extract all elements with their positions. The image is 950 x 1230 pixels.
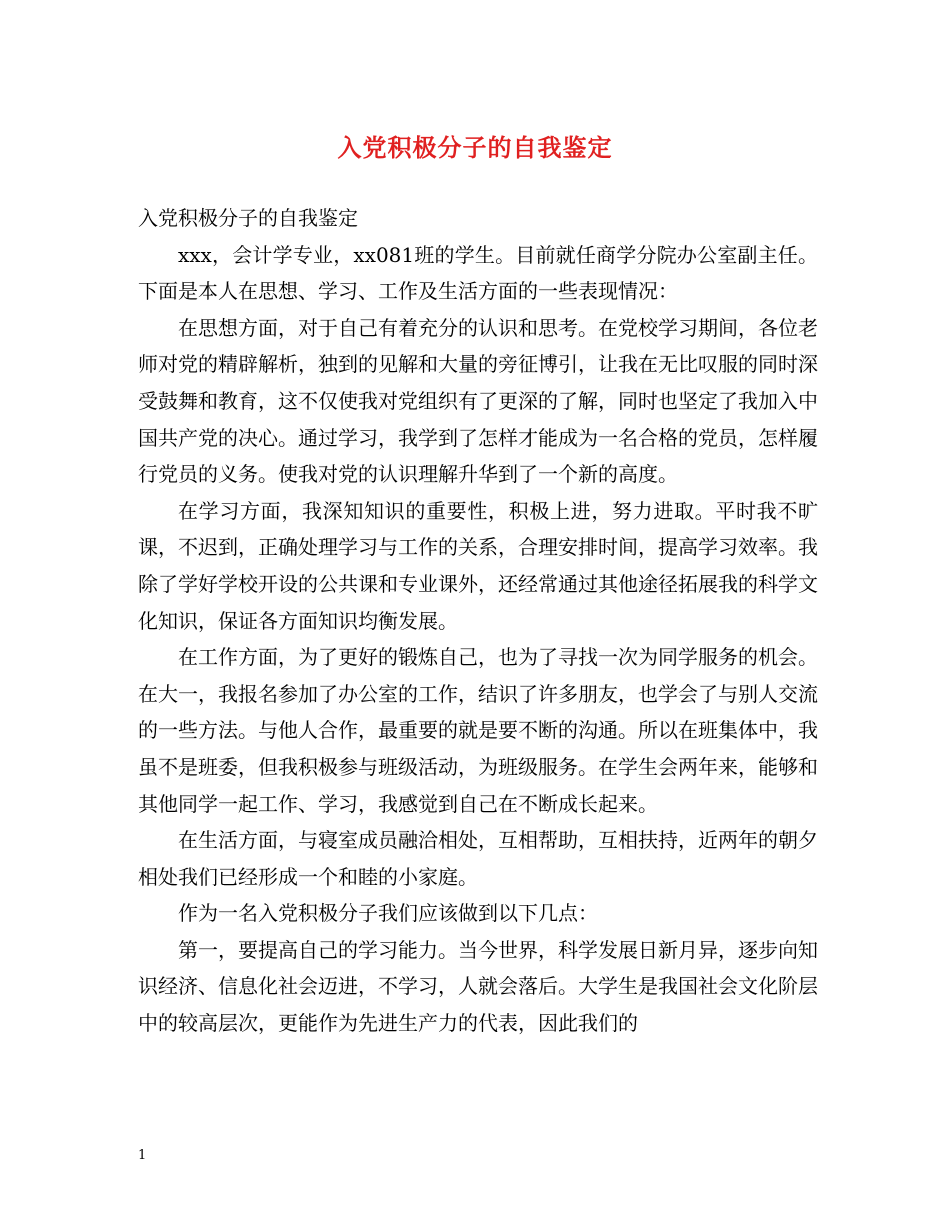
paragraph-points-intro: 作为一名入党积极分子我们应该做到以下几点：	[178, 901, 598, 926]
paragraph-thought: 在思想方面，对于自己有着充分的认识和思考。在党校学习期间，各位老师对党的精辟解析，独到的见解和大量的旁征博引，让我在无比叹服的同时深受鼓舞和教育，这不仅使我对党组织有了更深的了解，同时也坚定了我加入中国共产党的决心。通过学习，我学到了怎样才能成为一名合格的党员，怎样履行党员的义务。使我对党的认识理解升华到了一个新的高度。	[138, 315, 818, 487]
paragraph-study: 在学习方面，我深知知识的重要性，积极上进，努力进取。平时我不旷课，不迟到，正确处理学习与工作的关系，合理安排时间，提高学习效率。我除了学好学校开设的公共课和专业课外，还经常通过其他途径拓展我的科学文化知识，保证各方面知识均衡发展。	[138, 498, 818, 633]
page-number: 1	[138, 1148, 147, 1163]
paragraph-work: 在工作方面，为了更好的锻炼自己，也为了寻找一次为同学服务的机会。在大一，我报名参加了办公室的工作，结识了许多朋友，也学会了与别人交流的一些方法。与他人合作，最重要的就是要不断的沟通。所以在班集体中，我虽不是班委，但我积极参与班级活动，为班级服务。在学生会两年来，能够和其他同学一起工作、学习，我感觉到自己在不断成长起来。	[138, 645, 818, 816]
paragraph-intro: xxx，会计学专业，xx081班的学生。目前就任商学分院办公室副主任。下面是本人在思想、学习、工作及生活方面的一些表现情况：	[138, 242, 818, 304]
paragraph-point-one: 第一，要提高自己的学习能力。当今世界，科学发展日新月异，逐步向知识经济、信息化社会迈进，不学习，人就会落后。大学生是我国社会文化阶层中的较高层次，更能作为先进生产力的代表，因此我们的	[138, 937, 818, 1036]
paragraph-heading: 入党积极分子的自我鉴定	[138, 206, 358, 230]
document-body	[138, 200, 818, 1042]
paragraph-life: 在生活方面，与寝室成员融洽相处，互相帮助，互相扶持，近两年的朝夕相处我们已经形成一个和睦的小家庭。	[138, 828, 818, 889]
document-title: 入党积极分子的自我鉴定	[337, 133, 613, 162]
